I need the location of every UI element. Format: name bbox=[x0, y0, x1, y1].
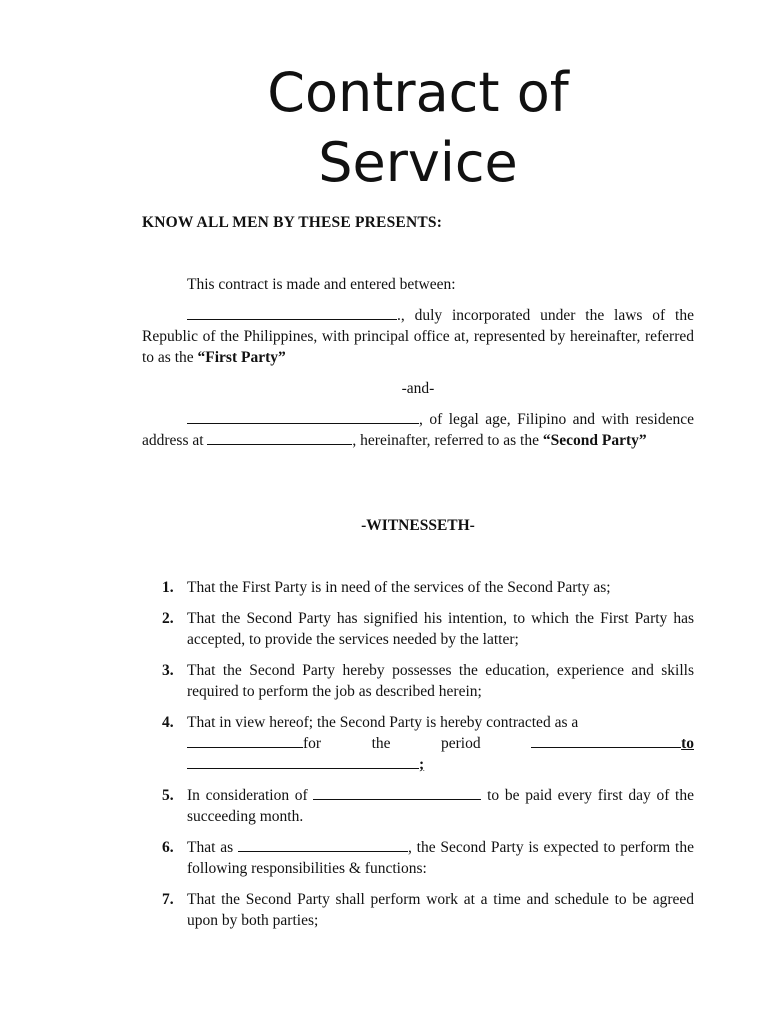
second-party-paragraph bbox=[142, 409, 694, 451]
item-text: That the First Party is in need of the services of the Second Party as; bbox=[187, 579, 611, 596]
second-party-label: “Second Party” bbox=[542, 432, 647, 449]
first-party-paragraph bbox=[142, 305, 694, 368]
second-party-text-a: , of legal age, Filipino and with residence address at bbox=[142, 411, 694, 449]
residence-address-blank bbox=[207, 431, 352, 445]
item-number: 4. bbox=[162, 714, 174, 731]
item-text: That the Second Party hereby possesses the education, experience and skills required to perform the job as described herein; bbox=[187, 662, 694, 700]
item-number: 2. bbox=[162, 610, 174, 627]
first-party-text: ., duly incorporated under the laws of the Republic of the Philippines, with principal office at, represented by hereinafter, referred to as the bbox=[142, 307, 694, 366]
item-6-text-b: , the Second Party is expected to perform the following responsibilities & functions: bbox=[187, 839, 694, 877]
item-4-to: to bbox=[681, 735, 694, 752]
and-separator: -and- bbox=[401, 380, 435, 397]
first-party-label: “First Party” bbox=[197, 349, 286, 366]
second-party-name-blank bbox=[187, 410, 419, 424]
period-start-blank bbox=[531, 734, 681, 748]
item-4-line-2 bbox=[187, 733, 694, 754]
item-text bbox=[187, 712, 694, 775]
item-text: That the Second Party shall perform work at a time and schedule to be agreed upon by both parties; bbox=[187, 891, 694, 929]
preamble-heading: KNOW ALL MEN BY THESE PRESENTS: bbox=[142, 214, 443, 231]
item-4-period: period bbox=[440, 735, 481, 752]
item-number: 6. bbox=[162, 839, 174, 856]
item-4-the: the bbox=[371, 735, 391, 752]
second-party-text-b: , hereinafter, referred to as the bbox=[352, 432, 543, 449]
witnesseth-heading: -WITNESSETH- bbox=[361, 517, 475, 534]
item-number: 5. bbox=[162, 787, 174, 804]
item-5-text-b: to be paid every first day of the succeeding month. bbox=[187, 787, 694, 825]
document-title bbox=[0, 58, 768, 198]
compensation-blank bbox=[313, 786, 481, 800]
item-text bbox=[187, 785, 694, 827]
item-number: 1. bbox=[162, 579, 174, 596]
intro-sentence: This contract is made and entered between: bbox=[187, 276, 456, 293]
item-text bbox=[187, 837, 694, 879]
title-line-1: Contract of bbox=[267, 61, 569, 124]
item-4-line-1: That in view hereof; the Second Party is hereby contracted as a bbox=[187, 714, 579, 731]
item-text: That the Second Party has signified his intention, to which the First Party has accepted, to provide the services needed by the latter; bbox=[187, 610, 694, 648]
item-4-for: for bbox=[303, 735, 322, 752]
item-number: 3. bbox=[162, 662, 174, 679]
title-line-2: Service bbox=[318, 131, 518, 194]
item-6-text-a: That as bbox=[187, 839, 238, 856]
first-party-name-blank bbox=[187, 306, 397, 320]
item-5-text-a: In consideration of bbox=[187, 787, 314, 804]
period-end-blank bbox=[187, 755, 419, 769]
position-blank bbox=[187, 734, 303, 748]
job-title-blank bbox=[238, 838, 408, 852]
item-number: 7. bbox=[162, 891, 174, 908]
item-4-end: ; bbox=[419, 756, 425, 773]
